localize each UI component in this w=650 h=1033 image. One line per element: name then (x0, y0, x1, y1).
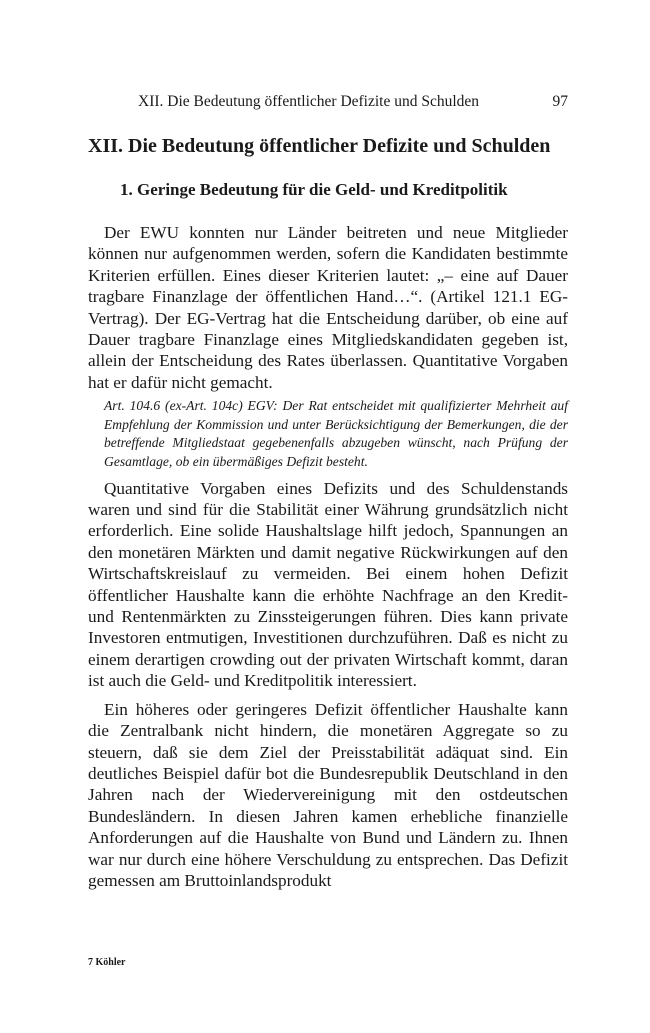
page-number: 97 (552, 93, 568, 110)
signature-mark: 7 Köhler (88, 957, 126, 968)
paragraph-3: Ein höheres oder geringeres Defizit öffentlicher Haushalte kann die Zentralbank nicht hindern, die monetären Aggregate so zu steuern, daß sie dem Ziel der Preisstabilität adäquat sind. Ein deutliches Beispiel dafür bot die Bundesrepublik Deutschland in den Jahren nach der Wiedervereinigung mit den ostdeutschen Bundesländern. In diesen Jahren kamen erhebliche finanzielle Anforderungen auf die Haushalte von Bund und Ländern zu. Ihnen war nur durch eine höhere Verschuldung zu entsprechen. Das Defizit gemessen am Bruttoinlandsprodukt (88, 699, 568, 890)
running-head-title: XII. Die Bedeutung öffentlicher Defizite und Schulden (138, 93, 480, 110)
chapter-title: XII. Die Bedeutung öffentlicher Defizite und Schulden (88, 135, 551, 157)
paragraph-2: Quantitative Vorgaben eines Defizits und des Schuldenstands waren und sind für die Stabilität einer Währung grundsätzlich nicht erforderlich. Eine solide Haushaltslage hilft jedoch, Spannungen an den monetären Märkten und damit negative Rückwirkungen auf den Wirtschaftskreislauf zu vermeiden. Bei einem hohen Defizit öffentlicher Haushalte kann die erhöhte Nachfrage an den Kredit- und Rentenmärkten zu Zinssteigerungen führen. Dies kann private Investoren entmutigen, Investitionen durchzuführen. Daß es nicht zu einem derartigen crowding out der privaten Wirtschaft kommt, daran ist auch die Geld- und Kreditpolitik interessiert. (88, 478, 568, 691)
paragraph-1: Der EWU konnten nur Länder beitreten und neue Mitglieder können nur aufgenommen werden, sofern die Kandidaten bestimmte Kriterien erfüllen. Eines dieser Kriterien lautet: „– eine auf Dauer tragbare Finanzlage der öffentlichen Hand…“. (Artikel 121.1 EG-Vertrag). Der EG-Vertrag hat die Entscheidung darüber, ob eine auf Dauer tragbare Finanzlage eines Mitgliedskandidaten gegeben ist, allein der Entscheidung des Rates überlassen. Quantitative Vorgaben hat er dafür nicht gemacht. (88, 223, 568, 392)
legal-quote: Art. 104.6 (ex-Art. 104c) EGV: Der Rat entscheidet mit qualifizierter Mehrheit auf Empfehlung der Kommission und unter Berücksichtigung der Bemerkungen, die der betreffende Mitgliedstaat gegebenenfalls abzugeben wünscht, nach Prüfung der Gesamtlage, ob ein übermäßiges Defizit besteht. (104, 398, 568, 470)
body-text (88, 222, 568, 891)
section-title: 1. Geringe Bedeutung für die Geld- und Kreditpolitik (120, 180, 508, 199)
